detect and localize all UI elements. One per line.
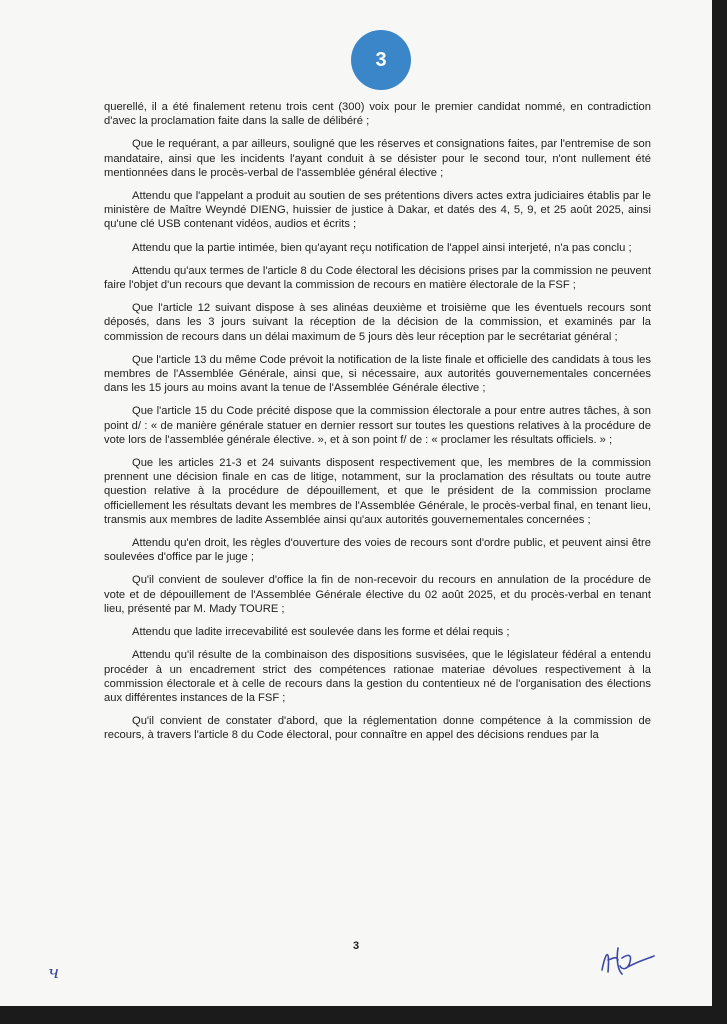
page-badge: 3 — [351, 30, 411, 90]
paragraph: Attendu qu'aux termes de l'article 8 du Code électoral les décisions prises par la commission ne peuvent faire l'objet d'un recours que devant la commission de recours en matière électorale de la FSF ; — [104, 264, 651, 292]
paragraph: Attendu qu'il résulte de la combinaison des dispositions susvisées, que le législateur fédéral a entendu procéder à un encadrement strict des compétences rationae materiae dévolues respectivement à la commission électorale et à celle de recours dans la gestion du contentieux né de l'organisation des élections aux différentes instances de la FSF ; — [104, 649, 651, 704]
paragraph: Que l'article 15 du Code précité dispose que la commission électorale a pour entre autres tâches, à son point d/ : « de manière générale statuer en dernier ressort sur toutes les questions relatives à la procédure de vote lors de l'assemblée générale élective. », et à son point f/ de : « proclamer les résultats officiels. » ; — [104, 405, 651, 446]
paragraph: Attendu que l'appelant a produit au soutien de ses prétentions divers actes extra judiciaires établis par le ministère de Maître Weyndé DIENG, huissier de justice à Dakar, et datés des 4, 5, 9, et 25 août 2025, ainsi qu'une clé USB contenant vidéos, audios et écrits ; — [104, 190, 651, 231]
handwritten-initials: ч — [48, 962, 60, 983]
paragraph: Que les articles 21-3 et 24 suivants disposent respectivement que, les membres de la commission prennent une décision finale en cas de litige, notamment, sur la proclamation des résultats ou toute autre question relative à la procédure de dépouillement, et que le président de la commission proclame officiellement les résultats devant les membres de l'Assemblée Générale, le procès-verbal final, en tenant lieu, transmis aux membres de ladite Assemblée ainsi qu'aux autorités gouvernementales concernées ; — [104, 457, 651, 526]
paragraph: Que l'article 12 suivant dispose à ses alinéas deuxième et troisième que les éventuels recours sont déposés, dans les 3 jours suivant la réception de la décision de la commission, et examinés par la commission de recours dans un délai maximum de 5 jours dès leur réception par le secrétariat général ; — [104, 302, 651, 343]
document-body — [104, 100, 651, 752]
paragraph: Que le requérant, a par ailleurs, souligné que les réserves et consignations faites, par l'entremise de son mandataire, ainsi que les incidents l'ayant conduit à se désister pour le second tour, n'ont nullement été mentionnées dans le procès-verbal de l'assemblée général élective ; — [104, 138, 651, 179]
paragraph: querellé, il a été finalement retenu trois cent (300) voix pour le premier candidat nommé, en contradiction d'avec la proclamation faite dans la salle de délibéré ; — [104, 101, 651, 128]
page-number: 3 — [352, 940, 360, 952]
paragraph: Qu'il convient de soulever d'office la fin de non-recevoir du recours en annulation de la procédure de vote et de dépouillement de l'Assemblée Générale élective du 02 août 2025, et du procès-verbal en tenant lieu, présenté par M. Mady TOURE ; — [104, 574, 651, 615]
paragraph: Attendu que la partie intimée, bien qu'ayant reçu notification de l'appel ainsi interjeté, n'a pas conclu ; — [132, 241, 632, 254]
paragraph: Attendu qu'en droit, les règles d'ouverture des voies de recours sont d'ordre public, et peuvent ainsi être soulevées d'office par le juge ; — [104, 537, 651, 564]
paragraph: Que l'article 13 du même Code prévoit la notification de la liste finale et officielle des candidats à tous les membres de l'Assemblée Générale, ainsi que, si nécessaire, aux autorités gouvernementales concernées dans les 15 jours au moins avant la tenue de l'Assemblée Générale élective ; — [104, 353, 651, 395]
paragraph: Attendu que ladite irrecevabilité est soulevée dans les forme et délai requis ; — [132, 626, 510, 639]
paragraph: Qu'il convient de constater d'abord, que la réglementation donne compétence à la commission de recours, à travers l'article 8 du Code électoral, pour connaître en appel des décisions rendues par la — [104, 715, 651, 742]
signature-mark — [596, 940, 656, 980]
